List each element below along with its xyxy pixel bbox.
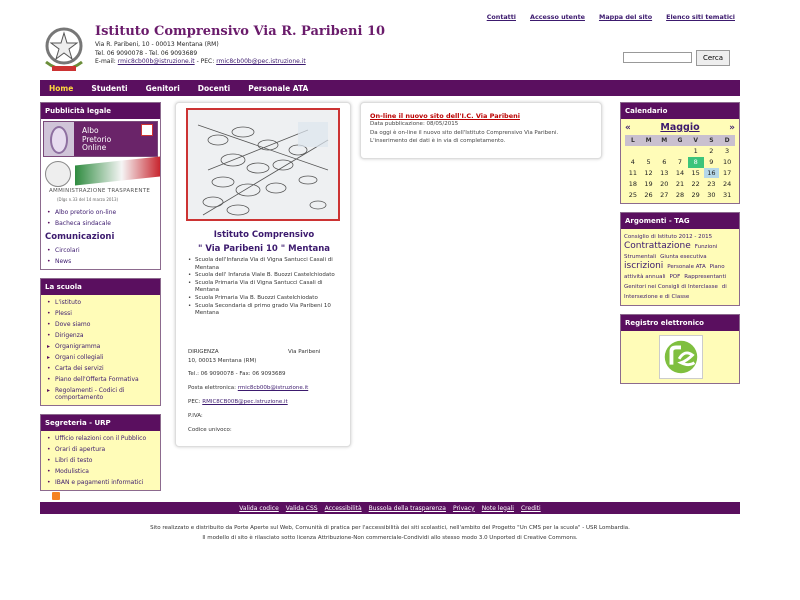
link-circolari[interactable]: • Circolari [47,245,160,256]
school-title: Istituto Comprensivo Via R. Paribeni 10 [95,24,386,39]
news-date: Data pubblicazione: 08/05/2015 [370,121,459,127]
pec-link-card[interactable]: RMIC8CB00B@pec.istruzione.it [202,399,288,405]
calendar-day[interactable]: 3 [725,147,730,156]
calendar-title: Calendario [621,103,739,119]
calendar-day[interactable]: 18 [628,179,637,188]
calendar-day[interactable]: 31 [722,190,732,199]
calendar-day[interactable]: 24 [722,179,732,188]
nav-genitori[interactable]: Genitori [145,83,180,93]
albo-line3: Online [82,143,107,153]
link-bacheca-sindacale[interactable]: • Bacheca sindacale [47,218,160,229]
calendar-day[interactable]: 10 [722,158,732,167]
email-label: E-mail: [95,58,116,65]
italian-flag-icon [75,157,160,186]
registro-title: Registro elettronico [621,315,739,331]
calendar-day [625,146,641,157]
calendar-day-header: M [641,135,657,146]
dirigenza-label: DIRIGENZA [188,349,219,355]
segreteria-item-libri[interactable]: • Libri di testo [47,455,160,466]
top-link-contatti[interactable]: Contatti [486,13,516,21]
calendar-month[interactable]: Maggio [660,122,700,133]
card-codice: Codice univoco: [188,427,232,433]
scuola-item-dirigenza[interactable]: • Dirigenza [47,330,160,341]
tag-link[interactable]: di Intersezione e di Classe [624,283,727,300]
top-link-accesso-utente[interactable]: Accesso utente [530,13,585,21]
calendar-day-header: S [704,135,720,146]
footer-credits-line2: Il modello di sito è rilasciato sotto licenza Attribuzione-Non commerciale-Condividi allo stesso modo 3.0 Unported di Creative Commons. [202,535,578,541]
calendar-day[interactable]: 2 [709,147,714,156]
nav-studenti[interactable]: Studenti [91,83,128,93]
search-input[interactable] [623,52,692,63]
school-item: • Scuola Primaria Via di Vigna Santucci Casali di Mentana [188,280,348,295]
scuola-item-regolamenti[interactable]: ▸ Regolamenti - Codici di comportamento [47,385,160,403]
italian-republic-emblem-icon [40,24,88,76]
card-title-line1: Istituto Comprensivo [213,230,315,240]
tags-title: Argomenti - TAG [621,213,739,229]
tag-link[interactable]: Funzioni Strumentali [624,243,718,260]
footer-credits-line1: Sito realizzato e distribuito da Porte Aperte sul Web, Comunità di pratica per l'accessibilità dei siti scolastici, nell'ambito del Progetto "Un CMS per la scuola" - USR Lombardia. [150,525,630,531]
pubblicita-legale-title: Pubblicità legale [41,103,160,119]
rss-icon[interactable] [52,492,60,500]
calendar-day[interactable]: 28 [675,190,685,199]
calendar-day [641,146,657,157]
schools-list [188,257,348,318]
calendar-day [656,146,672,157]
registro-box [620,314,740,384]
tag-link[interactable]: Giunta esecutiva [660,253,707,260]
checkmark-icon [141,124,153,136]
school-phone: Tel. 06 9090078 - Tel. 06 9093689 [95,50,198,57]
tag-link[interactable]: POF [669,273,681,280]
card-posta [188,385,346,393]
card-tel: Tel.: 06 9090078 - Fax: 06 9093689 [188,371,286,377]
albo-line1: Albo [82,126,99,135]
segreteria-title: Segreteria - URP [41,415,160,431]
calendar-day[interactable]: 5 [646,158,651,167]
pec-label-card: PEC: [188,399,201,405]
school-item: • Scuola Secondaria di primo grado Via Paribeni 10 Mentana [188,303,348,318]
amministrazione-trasparente-label: AMMINISTRAZIONE TRASPARENTE [49,188,151,194]
school-contacts [95,58,306,65]
albo-pretorio-banner[interactable] [43,121,158,157]
footer-link-privacy[interactable]: Privacy [452,504,475,512]
calendar-day[interactable]: 21 [675,179,685,188]
calendar-day[interactable]: 14 [675,168,685,177]
right-sidebar [620,102,740,392]
republic-seal-icon [45,161,71,187]
calendar-day[interactable]: 4 [630,158,635,167]
tag-link[interactable]: Piano attività annuali [624,263,725,280]
top-link-siti-tematici[interactable]: Elenco siti tematici [666,13,735,21]
top-links [487,13,735,21]
link-albo-pretorio[interactable]: • Albo pretorio on-line [47,207,160,218]
calendar-day[interactable]: 11 [628,168,637,177]
left-sidebar [40,102,161,499]
pec-label: - PEC: [196,58,215,65]
calendar-day[interactable]: 7 [677,158,683,167]
calendar-day-header: M [656,135,672,146]
calendar-day-header: G [672,135,688,146]
nav-home[interactable]: Home [49,83,74,93]
calendar-day[interactable]: 29 [691,190,700,199]
calendar-day[interactable]: 1 [693,147,698,156]
tag-link[interactable]: Consiglio di Istituto 2012 - 2015 [624,233,713,240]
top-link-mappa-sito[interactable]: Mappa del sito [598,13,653,21]
calendar-day[interactable]: 16 [704,168,720,179]
scuola-item-pof[interactable]: • Piano dell'Offerta Formativa [47,374,160,385]
segreteria-list [41,431,160,490]
calendar-box [620,102,740,204]
calendar-header [625,122,735,133]
calendar-day-today[interactable]: 8 [688,157,704,168]
news-item [360,102,602,159]
tag-link[interactable]: Rappresentanti Genitori nei Consigli di Interclasse [624,273,727,290]
amministrazione-trasparente-sub: (Dlgs n.33 del 14 marzo 2013) [57,197,119,202]
pec-link[interactable]: rmic8cb00b@pec.istruzione.it [216,58,306,65]
calendar-day[interactable]: 25 [628,190,637,199]
dirigenza-address: Via Paribeni [288,349,321,355]
card-piva: P.IVA: [188,413,203,419]
news-body: Da oggi è on-line il nuovo sito dell'Istituto Comprensivo Via Paribeni. L'inserimento dei dati è in via di completamento. [370,130,559,144]
albo-line2: Pretorio [82,134,112,144]
calendar-day[interactable]: 23 [707,179,716,188]
la-scuola-title: La scuola [41,279,160,295]
news-title-link[interactable]: On-line il nuovo sito dell'I.C. Via Paribeni [370,112,520,120]
main-nav [40,80,740,96]
calendar-day-header: V [688,135,704,146]
calendar-day[interactable]: 15 [691,168,700,177]
comunicazioni-links [41,243,160,269]
dirigenza-line [188,349,346,357]
segreteria-item-iban[interactable]: • IBAN e pagamenti informatici [47,477,160,488]
card-pec [188,399,346,407]
calendar-day[interactable]: 30 [707,190,716,199]
calendar-day[interactable]: 19 [644,179,653,188]
calendar-day[interactable]: 13 [660,168,669,177]
calendar-day[interactable]: 26 [644,190,653,199]
tag-link[interactable]: iscrizioni [624,260,664,271]
nav-docenti[interactable]: Docenti [197,83,231,93]
calendar-grid [625,135,735,200]
school-info-card [175,102,351,447]
school-item: • Scuola dell'Infanzia Via di Vigna Santucci Casali di Mentana [188,257,348,272]
registro-elettronico-logo-icon[interactable] [659,335,703,379]
calendar-day[interactable]: 9 [709,158,714,167]
posta-link[interactable]: rmic8cb00b@istruzione.it [237,385,309,391]
dirigenza-address2: 10, 00013 Mentana (RM) [188,358,257,364]
calendar [621,119,739,203]
calendar-day-header: D [719,135,735,146]
tag-cloud [621,229,739,305]
tag-link[interactable]: Contrattazione [624,240,691,251]
site-header [40,10,740,80]
comunicazioni-title: Comunicazioni [45,232,115,242]
posta-label: Posta elettronica: [188,385,237,391]
calendar-day-header: L [625,135,641,146]
albo-pretorio-text [82,127,111,153]
amministrazione-trasparente-banner[interactable] [43,157,158,205]
calendar-day[interactable]: 6 [662,158,667,167]
scuola-item-plessi[interactable]: • Plessi [47,308,160,319]
calendar-day[interactable]: 27 [660,190,669,199]
pubblicita-legale-box [40,102,161,270]
link-news[interactable]: • News [47,256,160,267]
school-item: • Scuola Primaria Via B. Buozzi Castelchiodato [188,295,348,303]
calendar-day[interactable]: 22 [691,179,700,188]
segreteria-item-modulistica[interactable]: • Modulistica [47,466,160,477]
scuola-item-carta-servizi[interactable]: • Carta dei servizi [47,363,160,374]
school-sketch-image [186,108,340,221]
email-link[interactable]: rmic8cb00b@istruzione.it [117,58,195,65]
segreteria-box [40,414,161,491]
school-address: Via R. Paribeni, 10 - 00013 Mentana (RM) [95,41,219,48]
card-title-line2: " Via Paribeni 10 " Mentana [197,244,331,254]
calendar-day[interactable]: 17 [722,168,732,177]
calendar-prev[interactable]: « [625,122,631,133]
pubblicita-links [41,205,160,231]
footer-link-crediti[interactable]: Crediti [520,504,541,512]
calendar-day[interactable]: 20 [660,179,669,188]
scuola-item-istituto[interactable]: • L'istituto [47,297,160,308]
registro-elettronico-area [621,331,739,383]
tags-box [620,212,740,306]
calendar-next[interactable]: » [729,122,735,133]
calendar-day [672,146,688,157]
scuola-item-organigramma[interactable]: ▸ Organigramma [47,341,160,352]
footer-link-valida-codice[interactable]: Valida codice [239,504,279,512]
tag-link[interactable]: Personale ATA [667,263,706,270]
footer-link-bussola[interactable]: Bussola della trasparenza [368,504,446,512]
seal-icon [50,126,68,154]
scuola-item-organi-collegiali[interactable]: ▸ Organi collegiali [47,352,160,363]
footer-link-accessibilita[interactable]: Accessibilità [324,504,362,512]
search-button[interactable]: Cerca [696,50,730,66]
footer-links-bar [40,502,740,514]
sketch-drawing-icon [188,110,340,221]
segreteria-item-orari[interactable]: • Orari di apertura [47,444,160,455]
footer-link-note-legali[interactable]: Note legali [481,504,514,512]
calendar-day[interactable]: 12 [644,168,653,177]
la-scuola-list [41,295,160,405]
nav-personale-ata[interactable]: Personale ATA [248,83,309,93]
la-scuola-box [40,278,161,406]
segreteria-item-urp[interactable]: • Ufficio relazioni con il Pubblico [47,433,160,444]
footer-link-valida-css[interactable]: Valida CSS [285,504,318,512]
school-item: • Scuola dell' Infanzia Viale B. Buozzi Castelchiodato [188,272,348,280]
scuola-item-dove-siamo[interactable]: • Dove siamo [47,319,160,330]
